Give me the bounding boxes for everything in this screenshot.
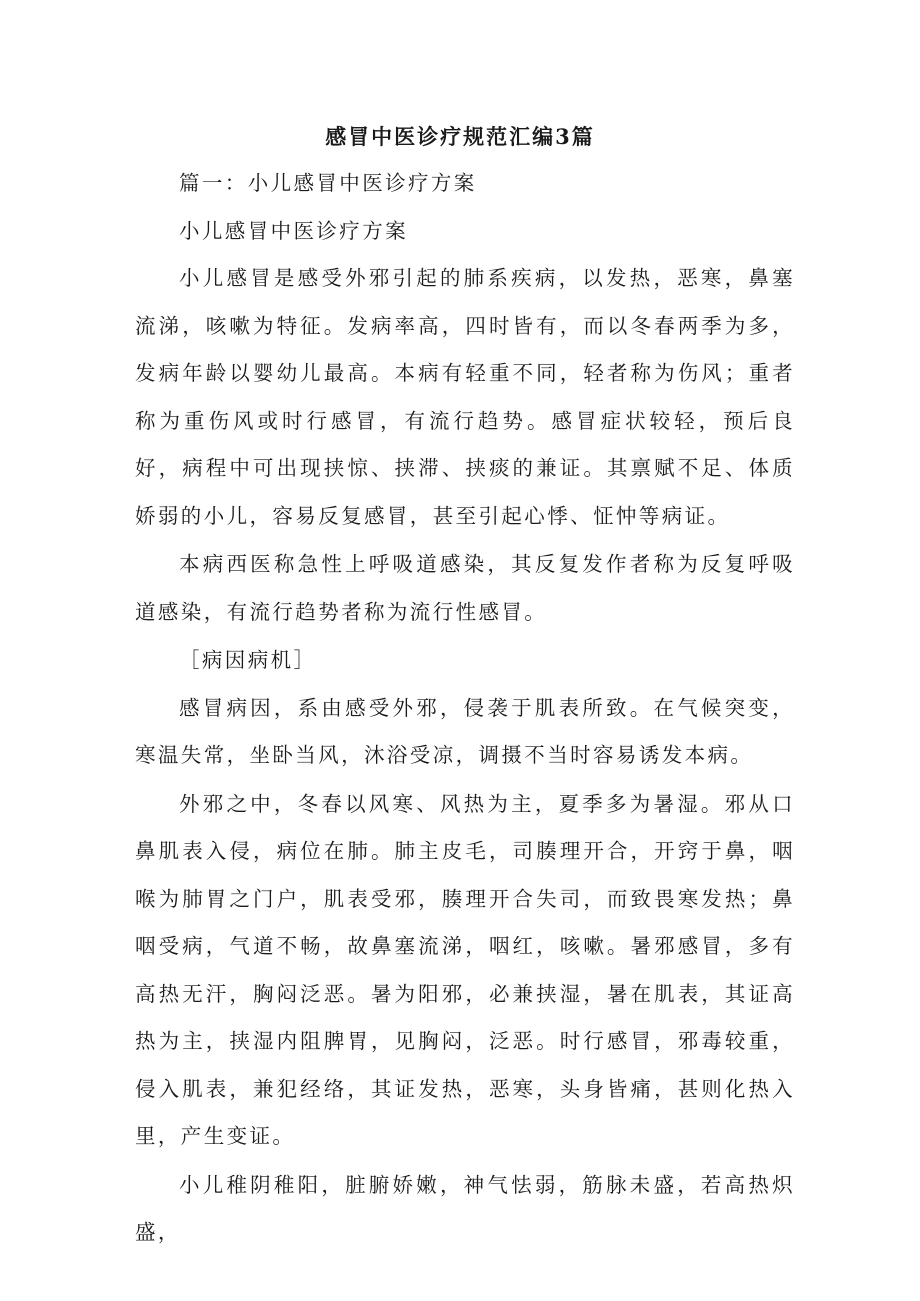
- paragraph-intro: 小儿感冒是感受外邪引起的肺系疾病，以发热，恶寒，鼻塞流涕，咳嗽为特征。发病率高，四时皆有，而以冬春两季为多，发病年龄以婴幼儿最高。本病有轻重不同，轻者称为伤风；重者称为重伤风或时行感冒，有流行趋势。感冒症状较轻，预后良好，病程中可出现挟惊、挟滞、挟痰的兼证。其禀赋不足、体质娇弱的小儿，容易反复感冒，甚至引起心悸、怔忡等病证。: [135, 266, 795, 528]
- subsection-heading: 小儿感冒中医诊疗方案: [179, 218, 408, 243]
- document-title: 感冒中医诊疗规范汇编3篇: [325, 124, 595, 149]
- section-heading: 篇一：小儿感冒中医诊疗方案: [179, 171, 477, 195]
- section-label-etiology: ［病因病机］: [179, 648, 317, 672]
- paragraph-etiology: 感冒病因，系由感受外邪，侵袭于肌表所致。在气候突变，寒温失常，坐卧当风，沐浴受凉，调摄不当时容易诱发本病。: [135, 695, 795, 767]
- paragraph-external-pathogens: 外邪之中，冬春以风寒、风热为主，夏季多为暑湿。邪从口鼻肌表入侵，病位在肺。肺主皮毛，司腠理开合，开窍于鼻，咽喉为肺胃之门户，肌表受邪，腠理开合失司，而致畏寒发热；鼻咽受病，气道不畅，故鼻塞流涕，咽红，咳嗽。暑邪感冒，多有高热无汗，胸闷泛恶。暑为阳邪，必兼挟湿，暑在肌表，其证高热为主，挟湿内阻脾胃，见胸闷，泛恶。时行感冒，邪毒较重，侵入肌表，兼犯经络，其证发热，恶寒，头身皆痛，甚则化热入里，产生变证。: [135, 791, 795, 1148]
- paragraph-western-name: 本病西医称急性上呼吸道感染，其反复发作者称为反复呼吸道感染，有流行趋势者称为流行性感冒。: [135, 552, 795, 624]
- document-body: [135, 160, 795, 1258]
- paragraph-children-constitution: 小儿稚阴稚阳，脏腑娇嫩，神气怯弱，筋脉未盛，若高热炽盛，: [135, 1172, 795, 1244]
